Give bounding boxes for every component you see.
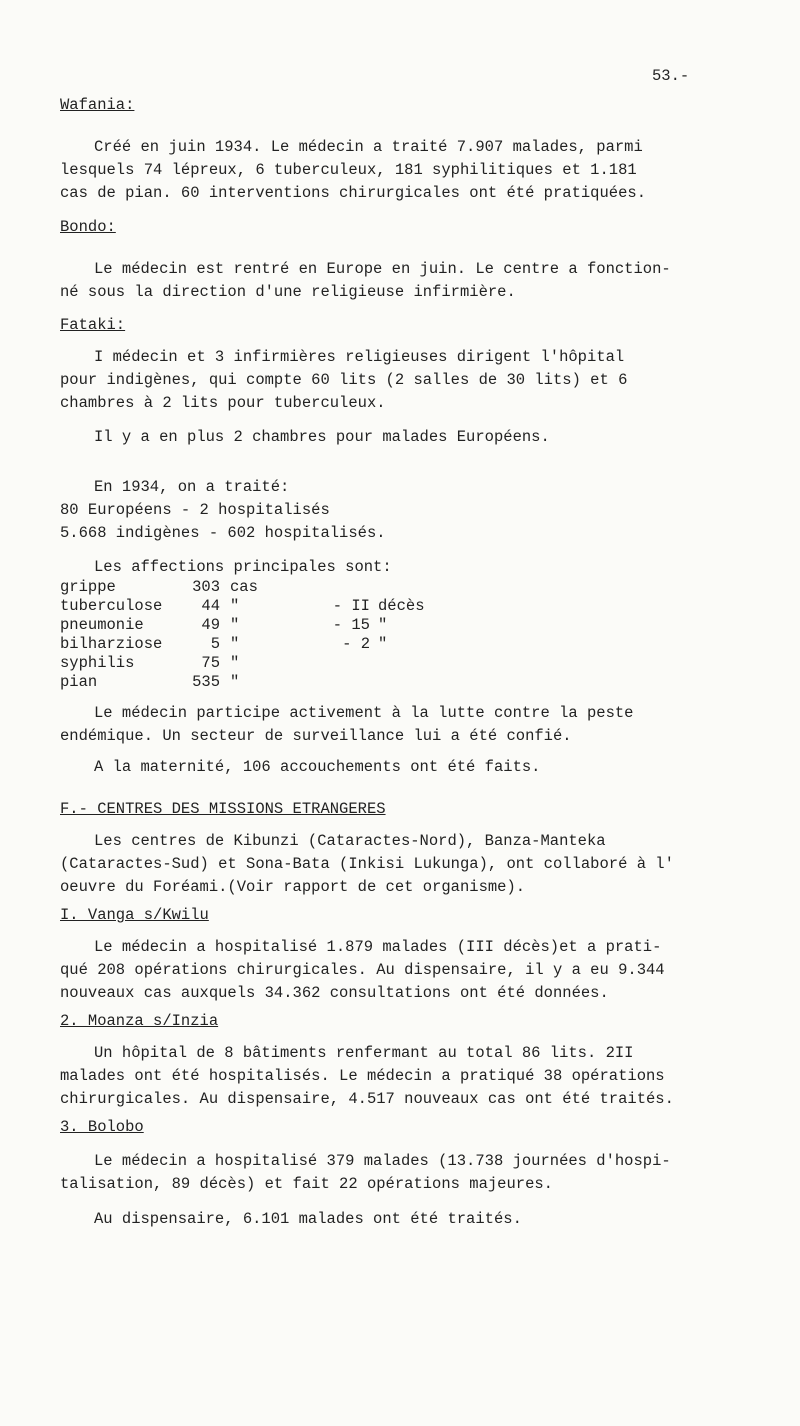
affection-deaths: - II (332, 597, 370, 615)
vanga-heading: I. Vanga s/Kwilu (60, 906, 209, 924)
affection-deaths-unit (378, 654, 425, 673)
affection-unit: cas (230, 578, 258, 596)
affection-name: pian (60, 673, 98, 691)
affection-count: 5 (210, 635, 220, 653)
affection-unit: " (230, 597, 240, 615)
affection-count: 49 (201, 616, 220, 634)
section-f-heading: F.- CENTRES DES MISSIONS ETRANGERES (60, 800, 386, 818)
vanga-paragraph: Le médecin a hospitalisé 1.879 malades (III décès)et a prati- qué 208 opérations chirurgicales. Au dispensaire, il y a eu 9.344 nouveaux cas auxquels 34.362 consultations ont été données. (60, 938, 665, 1002)
fataki-heading: Fataki: (60, 316, 126, 334)
fataki-maternity: A la maternité, 106 accouchements ont été faits. (94, 758, 541, 776)
affection-row (60, 673, 425, 692)
affection-row (60, 654, 425, 673)
affection-count: 535 (192, 673, 220, 691)
affection-count: 303 (192, 578, 220, 596)
affection-deaths (290, 654, 378, 673)
affection-unit: " (230, 654, 240, 672)
affection-unit: " (230, 635, 240, 653)
fataki-paragraph-4: Le médecin participe activement à la lutte contre la peste endémique. Un secteur de surveillance lui a été confié. (60, 704, 634, 745)
moanza-heading: 2. Moanza s/Inzia (60, 1012, 219, 1030)
affection-count: 44 (201, 597, 220, 615)
affection-name: pneumonie (60, 616, 144, 634)
affection-deaths (290, 673, 378, 692)
affection-name: bilharziose (60, 635, 163, 653)
affections-table (60, 578, 425, 692)
fataki-paragraph-1: I médecin et 3 infirmières religieuses dirigent l'hôpital pour indigènes, qui compte 60 lits (2 salles de 30 lits) et 6 chambres à 2 lits pour tuberculeux. (60, 348, 628, 412)
page-number: 53.- (652, 67, 690, 85)
affection-deaths-unit (378, 673, 425, 692)
affection-deaths-unit: " (378, 616, 388, 634)
affection-unit: " (230, 616, 240, 634)
affection-row (60, 635, 425, 654)
affection-name: grippe (60, 578, 116, 596)
bondo-heading: Bondo: (60, 218, 116, 236)
affection-row (60, 597, 425, 616)
affection-name: syphilis (60, 654, 135, 672)
affection-row (60, 578, 425, 597)
section-f-paragraph: Les centres de Kibunzi (Cataractes-Nord), Banza-Manteka (Cataractes-Sud) et Sona-Bata (Inkisi Lukunga), ont collaboré à l' oeuvre du Foréami.(Voir rapport de cet organisme). (60, 832, 674, 896)
affection-deaths-unit: " (378, 635, 388, 653)
moanza-paragraph: Un hôpital de 8 bâtiments renfermant au total 86 lits. 2II malades ont été hospitalisés. Le médecin a pratiqué 38 opérations chirurgicales. Au dispensaire, 4.517 nouveaux cas ont été traités. (60, 1044, 674, 1108)
affection-unit: " (230, 673, 240, 691)
affection-count: 75 (201, 654, 220, 672)
wafania-heading: Wafania: (60, 96, 135, 114)
affections-intro: Les affections principales sont: (94, 558, 392, 576)
fataki-treated: En 1934, on a traité: 80 Européens - 2 hospitalisés 5.668 indigènes - 602 hospitalisés. (60, 478, 386, 542)
wafania-paragraph: Créé en juin 1934. Le médecin a traité 7.907 malades, parmi lesquels 74 lépreux, 6 tuberculeux, 181 syphilitiques et 1.181 cas de pian. 60 interventions chirurgicales ont été pratiquées. (60, 138, 646, 202)
affection-deaths-unit (378, 578, 425, 597)
affection-row (60, 616, 425, 635)
affection-deaths: - 2 (342, 635, 370, 653)
affection-deaths-unit: décès (378, 597, 425, 615)
fataki-paragraph-2: Il y a en plus 2 chambres pour malades Européens. (94, 428, 550, 446)
bolobo-paragraph: Le médecin a hospitalisé 379 malades (13.738 journées d'hospi- talisation, 89 décès) et fait 22 opérations majeures. (60, 1152, 671, 1193)
bolobo-heading: 3. Bolobo (60, 1118, 144, 1136)
affection-name: tuberculose (60, 597, 163, 615)
bondo-paragraph: Le médecin est rentré en Europe en juin. Le centre a fonction- né sous la direction d'une religieuse infirmière. (60, 260, 671, 301)
bolobo-dispensary: Au dispensaire, 6.101 malades ont été traités. (94, 1210, 522, 1228)
affection-deaths (290, 578, 378, 597)
affection-deaths: - 15 (332, 616, 370, 634)
